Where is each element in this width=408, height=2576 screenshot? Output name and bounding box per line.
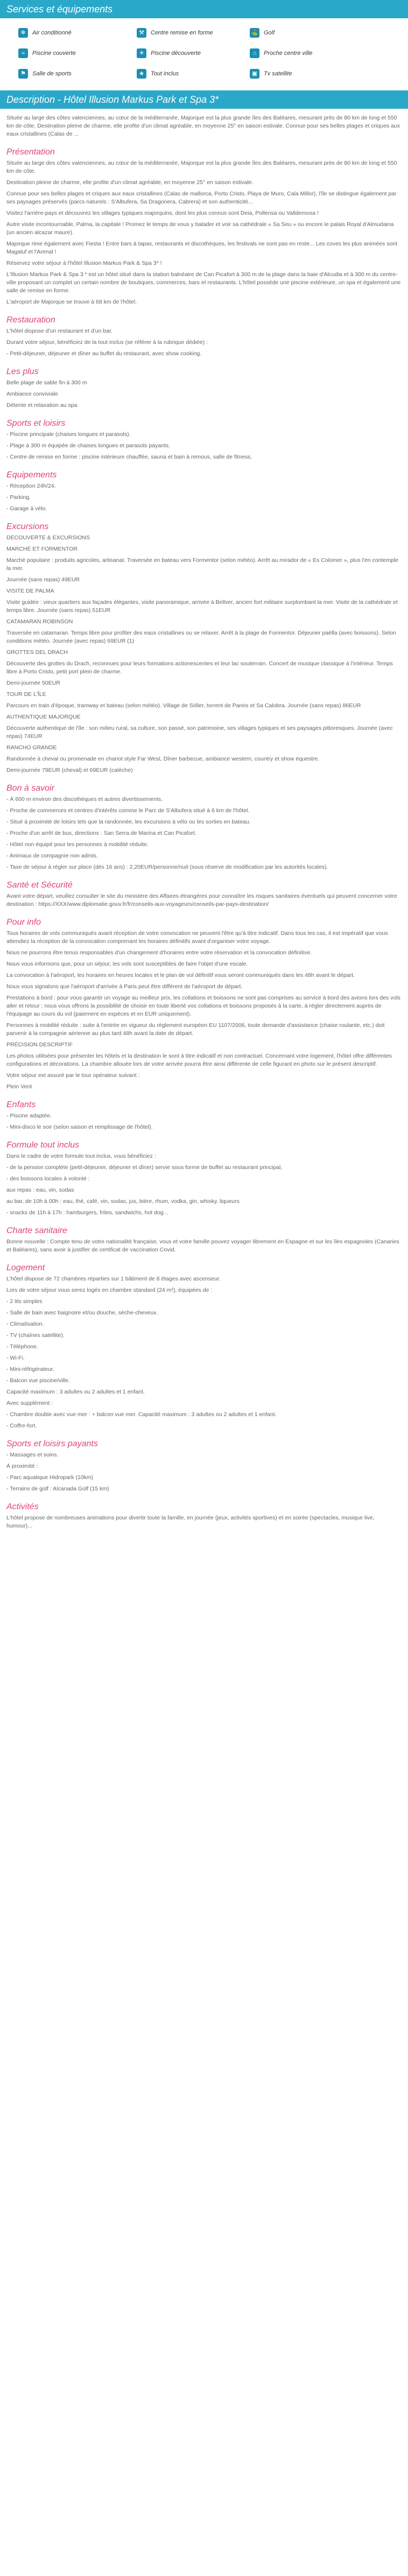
section-paragraph: L'hôtel dispose d'un restaurant et d'un bar.: [6, 328, 112, 334]
section-paragraph: Bonne nouvelle : Compte tenu de votre nationalité française, vous et votre famille pouvez voyager librement en Espagne et sur les îles espagnoles (Canaries et Baléares), sans avoir à justifier de certificat de vaccination Covid.: [6, 1238, 399, 1253]
section-paragraph: - Mini-disco le soir (selon saison et remplissage de l'hôtel).: [6, 1124, 153, 1130]
section-paragraph: Les photos utilisées pour présenter les hôtels et la destination le sont à titre indicatif et non contractuel. Concernant votre logement, l'hôtel offre différentes configurations et décorations. La chambre allouée lors de votre arrivée pourra être ainsi différente de celle figurant en photo sur le présent descriptif.: [6, 1053, 392, 1067]
equipment-item: [250, 28, 363, 38]
section-paragraph: - Chambre double avec vue mer : + balcon vue mer. Capacité maximum : 3 adultes ou 2 adultes et 1 enfant.: [6, 1411, 277, 1418]
section-paragraph: Parcours en train d'époque, tramway et bateau (selon météo). Village de Sóller, torrent de Pareis et Sa Calobra. Journée (sans repas) 86EUR: [6, 702, 361, 709]
section-paragraph: Nous ne pourrons être tenus responsables d'un changement d'horaires entre votre réservation et la convocation définitive.: [6, 949, 312, 956]
section-paragraph: L'hôtel propose de nombreuses animations pour divertir toute la famille, en journée (jeux, activités sportives) et en soirée (spectacles, musique live, humour)...: [6, 1515, 375, 1529]
section-paragraph: Réservez votre séjour à l'hôtel Illusion Markus Park & Spa 3* !: [6, 260, 162, 266]
section-paragraph: - Téléphone.: [6, 1343, 38, 1350]
section-title: Les plus: [6, 367, 39, 376]
equipment-icon: ⛳: [250, 28, 259, 38]
section-paragraph: La convocation à l'aéroport, les horaires en heures locales et le plan de vol définitif vous seront communiqués dans les 48h avant le départ.: [6, 972, 355, 979]
section-paragraph: AUTHENTIQUE MAJORQUE: [6, 714, 81, 720]
section-paragraph: - Piscine adaptée.: [6, 1113, 52, 1119]
section-paragraph: - des boissons locales à volonté :: [6, 1176, 90, 1182]
section-paragraph: Nous vous signalons que l'aéroport d'arrivée à Paris peut être différent de l'aéroport de départ.: [6, 983, 243, 990]
section-paragraph: Destination pleine de charme, elle profite d'un climat agréable, en moyenne 25° en saison estivale.: [6, 179, 254, 186]
section-paragraph: - 2 lits simples: [6, 1298, 43, 1305]
section-title: Bon à savoir: [6, 784, 54, 793]
section-paragraph: VISITE DE PALMA: [6, 588, 54, 594]
section-paragraph: - Massages et soins.: [6, 1452, 59, 1458]
section-paragraph: - Animaux de compagnie non admis.: [6, 853, 98, 859]
equipment-item: [250, 48, 363, 58]
description-content: [0, 109, 408, 1544]
section-title: Charte sanitaire: [6, 1226, 67, 1235]
equipment-item: [137, 69, 250, 79]
section-paragraph: - Salle de bain avec baignoire et/ou douche, sèche-cheveux.: [6, 1310, 158, 1316]
equipment-label: Proche centre ville: [264, 50, 313, 57]
section-paragraph: Durant votre séjour, bénéficiez de la tout inclus (se référer à la rubrique dédiée) :: [6, 339, 208, 346]
section-paragraph: Prestations à bord : pour vous garantir un voyage au meilleur prix, les collations et boissons ne sont pas comprises au service à bord des avions lors des vols aller et retour ; nous vous offrons la possibilité de choisir en toute liberté vos collations et boissons proposés à la carte, à régler directement auprès de l'équipage au cours du vol (paiement en espèces et en EUR uniquement).: [6, 995, 400, 1017]
section-paragraph: Dans le cadre de votre formule tout inclus, vous bénéficiez :: [6, 1153, 156, 1159]
section-paragraph: CATAMARAN ROBINSON: [6, 618, 73, 625]
section-paragraph: - Centre de remise en forme : piscine intérieure chauffée, sauna et bain à remous, salle de fitness.: [6, 454, 252, 460]
section-paragraph: - Proche d'un arrêt de bus, directions : San Serra de Marina et Can Picafort.: [6, 830, 196, 836]
section-paragraph: - Hôtel non équipé pour les personnes à mobilité réduite.: [6, 841, 149, 848]
section-paragraph: Connue pour ses belles plages et criques aux eaux cristallines (Calas de mallorca, Porto Cristo, Playa de Muro, Cala Millor), l'île se distingue également par ses paysages préservés (parcs naturels : S'Albufera, Sa Dragonera, Cabrera) et son authenticité...: [6, 191, 397, 205]
section-paragraph: - Coffre-fort.: [6, 1423, 37, 1429]
equipment-label: Golf: [264, 29, 275, 36]
section-paragraph: DECOUVERTE & EXCURSIONS: [6, 534, 90, 541]
equipment-icon: ⌂: [250, 48, 259, 58]
section-paragraph: - Plage à 300 m équipée de chaises longues et parasols payants.: [6, 442, 171, 449]
section-paragraph: - Taxe de séjour à régler sur place (dès 16 ans) : 2,20EUR/personne/nuit (sous réserve de modification par les autorités locales).: [6, 864, 328, 870]
section-paragraph: Majorque rime également avec Fiesta ! Entre bars à tapas, restaurants et discothèques, les festivals ne sont pas en reste... Les coves les plus animées sont Magaluf et l'Arenal !: [6, 241, 398, 255]
section-paragraph: - Réception 24h/24.: [6, 483, 56, 489]
section-paragraph: Capacité maximum : 3 adultes ou 2 adultes et 1 enfant.: [6, 1389, 145, 1395]
description-intro: Située au large des côtes valenciennes, au cœur de la méditerranée, Majorque est la plus grande îles des Baléares, mesurant près de 80 km de long et 550 km de côte. Destination pleine de charme, elle profite d'un climat agréable, en moyenne 25° en saison estivale. Connue pour ses belles plages et criques aux eaux cristallines (Calas de ...: [6, 115, 400, 137]
section-paragraph: Autre visite incontournable, Palma, la capitale ! Promez le temps de vous y balader et voir sa cathédrale « Sa Seu » ou encore le palais Royal d'Almudaina (un ancien alcazar maure).: [6, 221, 394, 236]
section-title: Logement: [6, 1263, 45, 1272]
equipment-icon: ≈: [18, 48, 28, 58]
section-paragraph: - Wi-Fi.: [6, 1355, 25, 1361]
section-paragraph: - Parking.: [6, 494, 31, 501]
section-paragraph: - Mini-réfrigérateur.: [6, 1366, 54, 1373]
section-paragraph: - de la pension complète (petit-déjeuner, déjeuner et dîner) servie sous forme de buffet au restaurant principal,: [6, 1164, 283, 1171]
section-title: Pour info: [6, 918, 41, 927]
equipment-label: Piscine couverte: [32, 50, 76, 57]
section-paragraph: TOUR DE L'ÎLE: [6, 691, 46, 698]
section-paragraph: Détente et relaxation au spa: [6, 402, 78, 409]
section-paragraph: Visite guidée : vieux quartiers aux façades élégantes, visite panoramique, arrivée à Bellver, ancien fort militaire surplombant la mer. Visite de la cathédrale et temps libre. Journée (sans repas) 51EUR: [6, 599, 398, 614]
section-paragraph: - Climatisation.: [6, 1321, 44, 1327]
equipment-label: Piscine découverte: [151, 50, 201, 57]
description-banner: Description - Hôtel Illusion Markus Park et Spa 3*: [0, 90, 408, 109]
section-paragraph: Découverte authentique de l'île : son milieu rural, sa culture, son passé, son patrimoine, ses villages typiques et ses paysages pittoresques. Journée (avec repas) 74EUR: [6, 725, 393, 740]
section-title: Restauration: [6, 315, 55, 325]
section-paragraph: Plein Vent: [6, 1083, 32, 1090]
equipment-item: [137, 48, 250, 58]
equipment-icon: ⚒: [137, 28, 146, 38]
section-paragraph: RANCHO GRANDE: [6, 744, 57, 751]
section-title: Enfants: [6, 1100, 36, 1109]
section-paragraph: Randonnée à cheval ou promenade en chariot style Far West, Dîner barbecue, ambiance western, country et show équestre.: [6, 756, 320, 762]
section-paragraph: - Piscine principale (chaises longues et parasols).: [6, 431, 131, 438]
section-paragraph: - TV (chaînes satellite).: [6, 1332, 65, 1339]
section-paragraph: Journée (sans repas) 49EUR: [6, 576, 80, 583]
section-title: Sports et loisirs: [6, 419, 66, 428]
equipment-icon: ⚑: [18, 69, 28, 79]
section-paragraph: Découverte des grottes du Drach, reconnues pour leurs formations actionescentes et leur lac souterrain. Concert de musique classique à l'intérieur. Temps libre à Porto Cristo, petit port plein de charme.: [6, 660, 393, 675]
equipment-label: Tout inclus: [151, 70, 179, 77]
section-paragraph: Votre séjour est assuré par le tour opérateur suivant :: [6, 1072, 140, 1079]
section-paragraph: Lors de votre séjour vous serez logés en chambre standard (24 m²), équipées de :: [6, 1287, 213, 1293]
section-paragraph: - Parc aquatique Hidropark (10km): [6, 1474, 94, 1481]
section-title: Formule tout inclus: [6, 1141, 80, 1150]
equipment-label: Salle de sports: [32, 70, 72, 77]
section-paragraph: MARCHÉ ET FORMENTOR: [6, 546, 78, 552]
services-banner: Services et équipements: [0, 0, 408, 18]
section-paragraph: Personnes à mobilité réduite : suite à l'entrée en vigueur du règlement européen EU 1107/2006, toute demande d'assistance (chaise roulante, etc.) doit parvenir à la compagnie aérienne au plus tard 48h avant la date de départ.: [6, 1022, 385, 1037]
section-paragraph: - À 600 m environ des discothèques et autres divertissements.: [6, 796, 163, 803]
section-paragraph: Avec supplément :: [6, 1400, 53, 1406]
section-paragraph: Tous horaires de vols communiqués avant réception de votre convocation ne peuvent l'être qu'à titre indicatif. Dans tous les cas, il est impératif que vous attendiez la réception de la convocation comprenant les horaires définitifs avant d'organiser votre voyage.: [6, 930, 388, 945]
section-title: Excursions: [6, 522, 49, 531]
section-title: Santé et Sécurité: [6, 881, 73, 890]
equipment-item: [18, 28, 137, 38]
section-paragraph: À proximité :: [6, 1463, 38, 1469]
section-title: Sports et loisirs payants: [6, 1439, 98, 1448]
equipment-grid: [0, 18, 408, 90]
section-title: Activités: [6, 1502, 39, 1511]
section-paragraph: Traversée en catamaran. Temps libre pour profiter des eaux cristallines ou se relaxer. Arrêt à la plage de Formentor. Déjeuner paëlla (avec boissons). Selon conditions météo. Journée (avec repas) 69EUR (1): [6, 630, 396, 644]
section-paragraph: Nous vous informons que, pour un séjour, les vols sont susceptibles de faire l'objet d'une escale.: [6, 961, 248, 967]
section-paragraph: Ambiance conviviale: [6, 391, 58, 397]
equipment-label: Air conditionné: [32, 29, 72, 36]
equipment-label: Tv satellite: [264, 70, 292, 77]
section-paragraph: L'Illusion Markus Park & Spa 3 * est un hôtel situé dans la station balnéaire de Can Picafort à 300 m de la plage dans la baie d'Alcudia et à 300 m du centre-ville proposant un complet un certain nombre de boutiques, commerces, bars et restaurants. L'hôtel possède une piscine extérieure, un spa et également une salle de remise en forme.: [6, 271, 401, 294]
equipment-icon: ☀: [137, 48, 146, 58]
equipment-label: Centre remise en forme: [151, 29, 213, 36]
section-paragraph: - Terrains de golf : Alcanada Golf (15 km): [6, 1486, 109, 1492]
section-paragraph: - Proche de commerces et centres d'intérêts comme le Parc de S'Albufera situé à 6 km de l'hôtel.: [6, 807, 250, 814]
section-paragraph: Demi-journée 79EUR (cheval) et 69EUR (calèche): [6, 767, 133, 773]
sections-container: [6, 148, 402, 1530]
equipment-icon: ★: [137, 69, 146, 79]
section-paragraph: Marché populaire : produits agricoles, artisanat. Traversée en bateau vers Formentor (selon météo). Arrêt au mirador de « Es Colomer », plus l'en contemple la mer.: [6, 557, 399, 572]
equipment-item: [250, 69, 363, 79]
section-paragraph: Belle plage de sable fin à 300 m: [6, 379, 87, 386]
section-paragraph: Avant votre départ, veuillez consulter le site du ministère des Affaires étrangères pour connaître les risques sanitaires éventuels qui peuvent concerner votre destination : https://XXX/www.diplomatie.gouv.fr/fr/conseils-aux-voyageurs/conseils-par-pays-destination/: [6, 893, 397, 907]
section-paragraph: Demi-journée 50EUR: [6, 680, 60, 686]
section-paragraph: Située au large des côtes valenciennes, au cœur de la méditerranée, Majorque est la plus grande îles des Baléares, mesurant près de 80 km de long et 550 km de côte.: [6, 160, 397, 174]
section-paragraph: L'hôtel dispose de 72 chambres réparties sur 1 bâtiment de 8 étages avec ascenseur.: [6, 1276, 221, 1282]
section-paragraph: Visitez l'arrière-pays et découvrez les villages typiques majorquins, dont les plus connus sont Deia, Pollensa ou Valldemosa !: [6, 210, 319, 216]
section-paragraph: aux repas : eau, vin, sodas: [6, 1187, 74, 1193]
section-paragraph: PRÉCISION DESCRIPTIF: [6, 1041, 73, 1048]
section-paragraph: - Balcon vue piscine/ville.: [6, 1377, 70, 1384]
equipment-item: [18, 69, 137, 79]
equipment-item: [18, 48, 137, 58]
section-paragraph: GROTTES DEL DRACH: [6, 649, 68, 656]
section-paragraph: - Garage à vélo.: [6, 505, 47, 512]
section-paragraph: - snacks de 11h à 17h : hamburgers, frites, sandwichs, hot dog...: [6, 1209, 168, 1216]
section-paragraph: - Situé à proximité de loisirs tels que la randonnée, les excursions à vélo ou les sorties en bateau.: [6, 819, 251, 825]
equipment-item: [137, 28, 250, 38]
section-paragraph: - Petit-déjeuner, déjeuner et dîner au buffet du restaurant, avec show cooking.: [6, 350, 202, 357]
section-paragraph: au bar, de 10h à 00h : eau, thé, café, vin, sodas, jus, bière, rhum, vodka, gin, whisky, liqueurs: [6, 1198, 240, 1205]
equipment-icon: ❄: [18, 28, 28, 38]
equipment-icon: ▣: [250, 69, 259, 79]
section-title: Equipements: [6, 470, 57, 480]
section-title: Présentation: [6, 147, 55, 157]
section-paragraph: L'aéroport de Majorque se trouve à 68 km de l'hôtel.: [6, 299, 137, 305]
